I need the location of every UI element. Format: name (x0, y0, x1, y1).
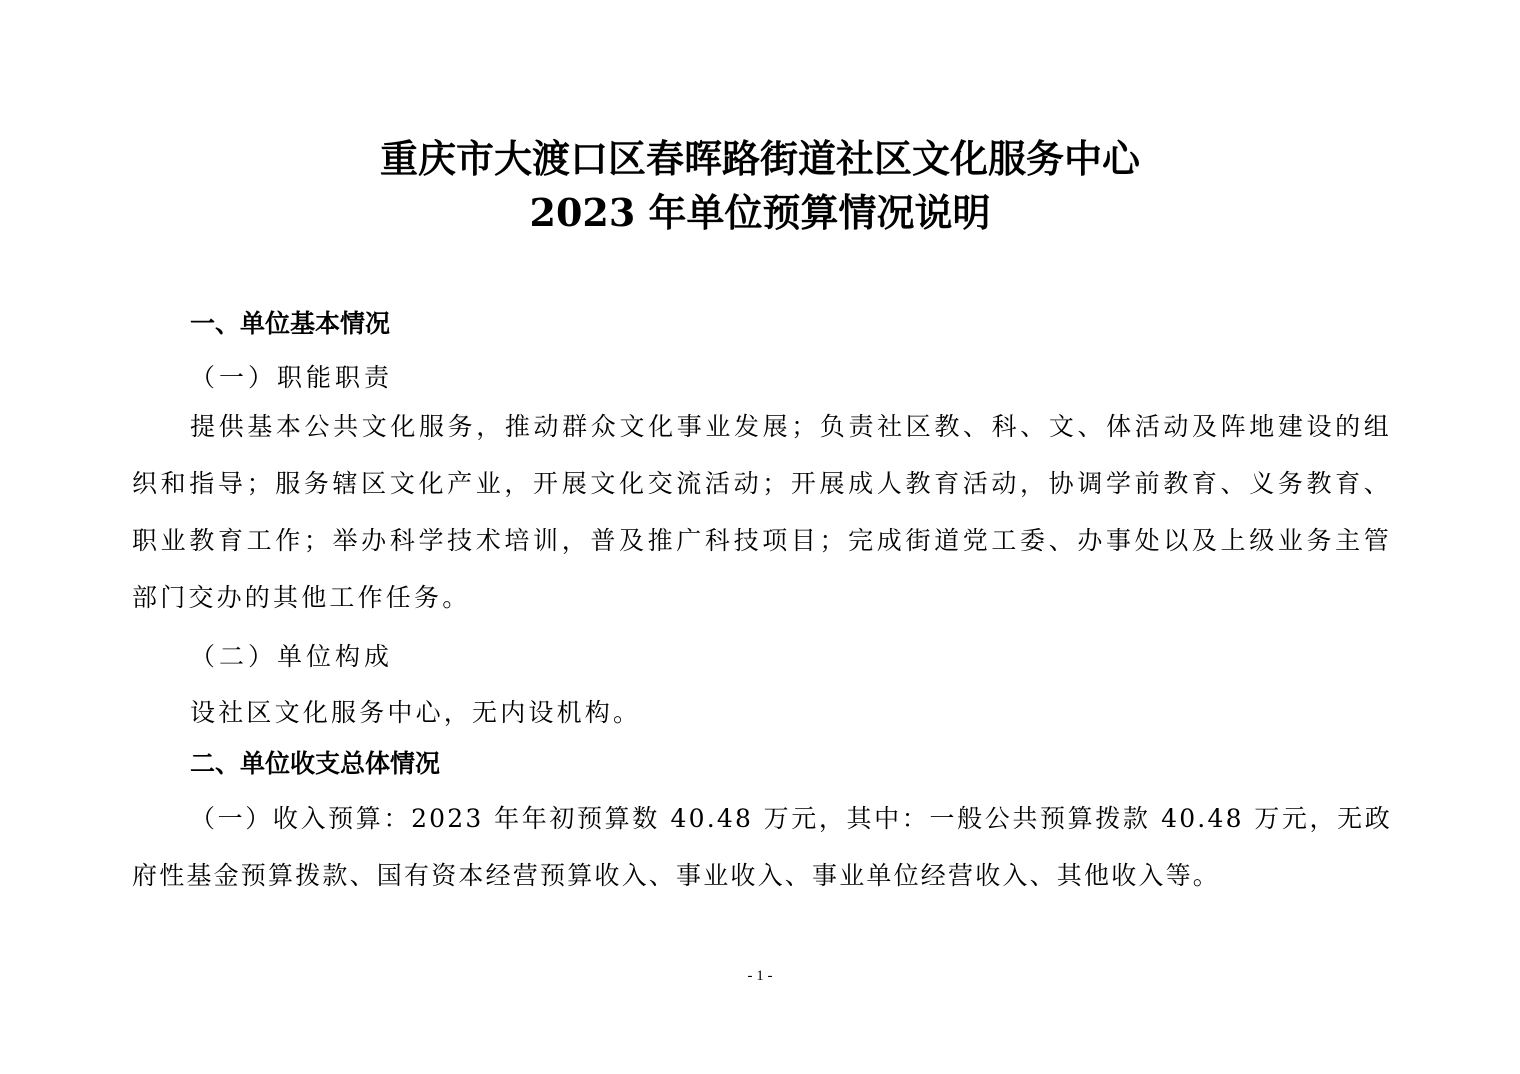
section1-sub1-heading: （一）职能职责 (190, 363, 394, 392)
document-title-line1: 重庆市大渡口区春晖路街道社区文化服务中心 (379, 136, 1140, 181)
section1-sub2-body: 设社区文化服务中心，无内设机构。 (190, 698, 642, 727)
page-number: - 1 - (747, 968, 773, 984)
section1-heading: 一、单位基本情况 (190, 309, 391, 338)
section1-sub2-heading: （二）单位构成 (190, 642, 394, 671)
section2-heading: 二、单位收支总体情况 (190, 749, 441, 778)
section2-body: （一）收入预算：2023 年年初预算数 40.48 万元，其中：一般公共预算拨款 40.48 万元，无政府性基金预算拨款、国有资本经营预算收入、事业收入、事业单位经营收入、其他收入等。 (132, 804, 1392, 890)
document-title-line2: 2023 年单位预算情况说明 (529, 190, 991, 235)
section1-sub1-body: 提供基本公共文化服务，推动群众文化事业发展；负责社区教、科、文、体活动及阵地建设的组织和指导；服务辖区文化产业，开展文化交流活动；开展成人教育活动，协调学前教育、义务教育、职业教育工作；举办科学技术培训，普及推广科技项目；完成街道党工委、办事处以及上级业务主管部门交办的其他工作任务。 (132, 412, 1392, 612)
